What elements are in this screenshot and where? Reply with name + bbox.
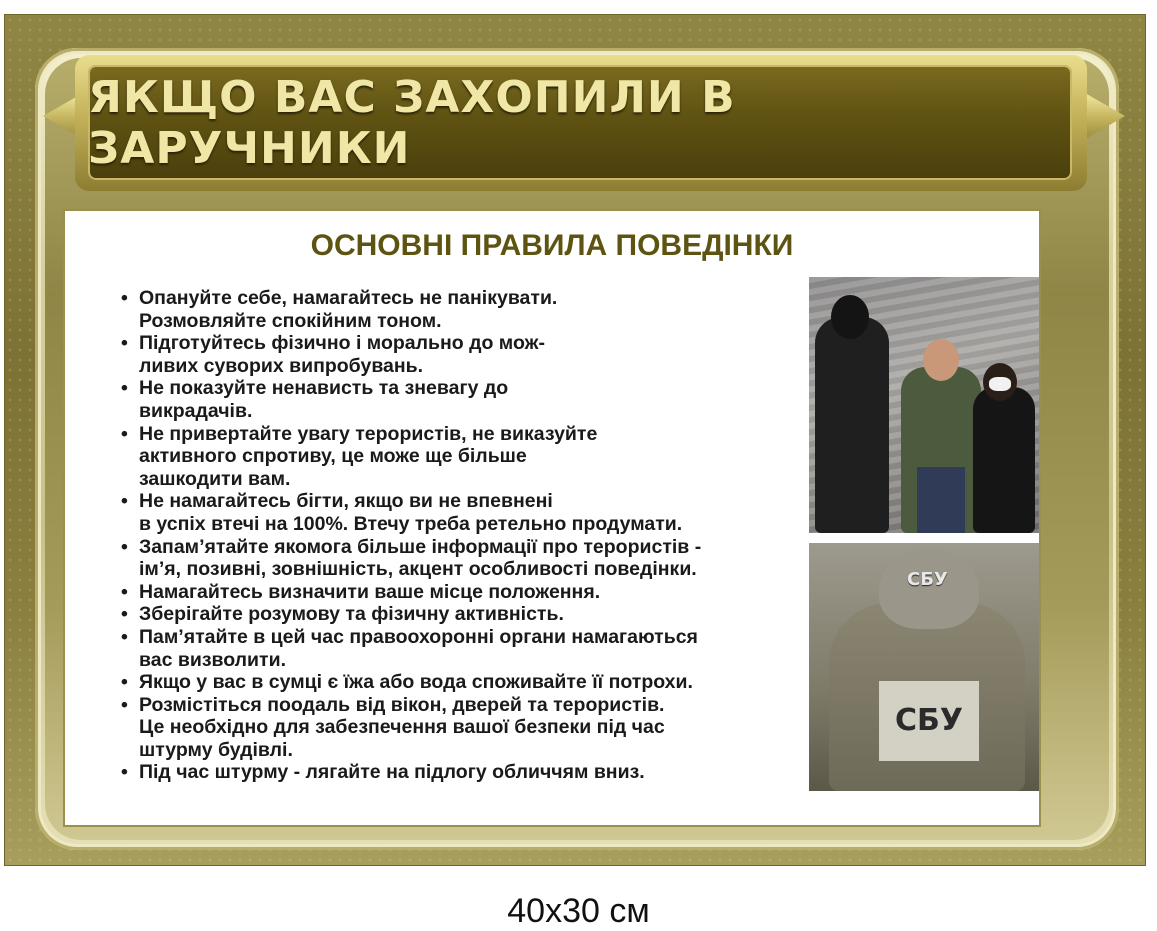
rule-line: • Якщо у вас в сумці є їжа або вода споживайте її потрохи. <box>139 671 693 694</box>
rule-line: ливих суворих випробувань. <box>139 354 424 377</box>
rule-line: викрадачів. <box>139 399 253 422</box>
rule-line: • Не показуйте ненависть та зневагу до <box>139 377 509 400</box>
back-patch-label: СБУ <box>895 703 964 738</box>
rule-line: в успіх втечі на 100%. Втечу треба ретельно продумати. <box>139 512 683 535</box>
title-banner <box>88 65 1072 180</box>
rule-line: • Під час штурму - лягайте на підлогу обличчям вниз. <box>139 761 645 784</box>
rule-item <box>117 671 807 694</box>
photo-hostage-escort <box>809 277 1039 533</box>
rule-item <box>117 694 807 762</box>
rule-line: • Запам’ятайте якомога більше інформації про терористів - <box>139 535 702 558</box>
rule-line: Розмовляйте спокійним тоном. <box>139 309 442 332</box>
rule-item <box>117 332 807 377</box>
size-label: 40x30 см <box>507 892 650 930</box>
rule-line: активного спротиву, це може ще більше <box>139 445 527 468</box>
rule-item <box>117 377 807 422</box>
masked-officer-figure <box>815 317 889 533</box>
rule-item <box>117 581 807 604</box>
rule-line: зашкодити вам. <box>139 467 291 490</box>
stand-board <box>4 14 1146 866</box>
rule-line: • Зберігайте розумову та фізичну активність. <box>139 603 564 626</box>
rule-line: • Опануйте себе, намагайтесь не панікувати. <box>139 287 558 309</box>
section-subtitle: ОСНОВНІ ПРАВИЛА ПОВЕДІНКИ <box>310 229 794 262</box>
rule-item <box>117 626 807 671</box>
rule-line: ім’я, позивні, зовнішність, акцент особливості поведінки. <box>139 558 697 581</box>
rule-line: • Розмістіться поодаль від вікон, дверей та терористів. <box>139 693 665 716</box>
rule-line: вас визволити. <box>139 648 286 671</box>
rule-item <box>117 287 807 332</box>
rule-item <box>117 761 807 784</box>
rules-list <box>117 287 807 784</box>
rule-item <box>117 603 807 626</box>
rule-item <box>117 490 807 535</box>
rule-line: Це необхідно для забезпечення вашої безпеки під час <box>139 716 665 739</box>
rule-line: • Підготуйтесь фізично і морально до мож- <box>139 332 545 355</box>
page-title: ЯКЩО ВАС ЗАХОПИЛИ В ЗАРУЧНИКИ <box>88 71 736 174</box>
photo-sbu-officer <box>809 543 1039 791</box>
helmet-patch-label: СБУ <box>907 569 948 590</box>
rule-item <box>117 423 807 491</box>
content-panel <box>65 211 1039 825</box>
rule-item <box>117 536 807 581</box>
rule-line: • Не привертайте увагу терористів, не виказуйте <box>139 422 598 445</box>
rule-line: • Пам’ятайте в цей час правоохоронні органи намагаються <box>139 625 698 648</box>
rule-line: • Не намагайтесь бігти, якщо ви не впевнені <box>139 490 553 513</box>
hostage-figure <box>973 387 1035 533</box>
rule-line: штурму будівлі. <box>139 738 293 761</box>
rule-line: • Намагайтесь визначити ваше місце положення. <box>139 580 601 603</box>
